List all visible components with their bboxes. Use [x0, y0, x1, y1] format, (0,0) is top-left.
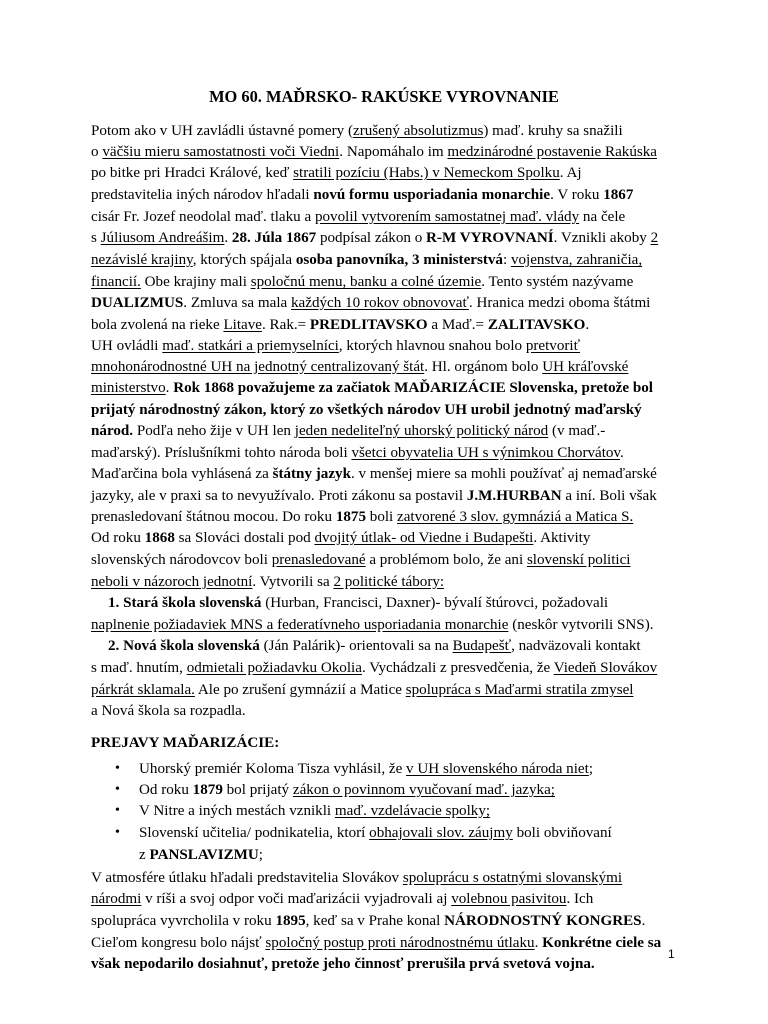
- text-run: a iní. Boli však: [561, 488, 657, 504]
- underlined-text: spoločnú menu, banku a colné územie: [250, 274, 482, 290]
- text-run: bol prijatý: [222, 782, 293, 798]
- text-run: , ktorých spájala: [192, 252, 296, 268]
- text-run: jazyky, ale v praxi sa to nevyužívalo. Proti zákonu sa postavil: [91, 488, 467, 504]
- underlined-text: naplnenie požiadaviek MNS a federatívneho usporiadania monarchie: [91, 617, 509, 633]
- text-run: s: [91, 230, 101, 246]
- text-run: . Tento systém nazývame: [481, 274, 634, 290]
- text-line: [91, 888, 593, 910]
- text-run: maďarský). Príslušníkmi tohto národa boli: [91, 445, 352, 461]
- text-run: . Aktivity: [533, 530, 591, 546]
- text-line: [91, 356, 628, 378]
- text-line: [91, 485, 657, 507]
- text-line: [91, 335, 580, 357]
- underlined-text: v UH slovenského národa niet: [406, 761, 589, 777]
- underlined-text: spoluprácu s ostatnými slovanskými: [402, 870, 623, 886]
- bold-text: J.M.HURBAN: [466, 488, 562, 504]
- underlined-text: odmietali požiadavku Okolia: [186, 660, 362, 676]
- list-item: [139, 844, 263, 866]
- text-line: [91, 932, 661, 954]
- underlined-text: zatvorené 3 slov. gymnáziá a Matica S.: [397, 509, 634, 525]
- underlined-text: UH kráľovské: [542, 359, 629, 375]
- text-line: [91, 679, 633, 701]
- text-run: . Hl. orgánom bolo: [424, 359, 543, 375]
- underlined-text: všetci obyvatelia UH s výnimkou Chorvátov: [351, 445, 621, 461]
- bold-text: 1868: [144, 530, 175, 546]
- text-line: [91, 271, 633, 293]
- text-run: . V roku: [550, 187, 604, 203]
- list-item: [139, 758, 593, 780]
- text-line: [91, 292, 650, 314]
- bold-text: PREJAVY MAĎARIZÁCIE:: [91, 735, 280, 751]
- text-run: , nadväzovali kontakt: [511, 638, 641, 654]
- text-line: [91, 377, 653, 399]
- underlined-text: Viedeň Slovákov: [553, 660, 658, 676]
- text-run: .: [641, 913, 646, 929]
- text-run: bola zvolená na rieke: [91, 317, 224, 333]
- text-run: Podľa neho žije v UH len: [133, 423, 295, 439]
- bold-text: 1879: [192, 782, 223, 798]
- text-run: boli: [366, 509, 398, 525]
- list-item: [139, 822, 612, 844]
- underlined-text: povolil vytvorením samostatnej maď. vlády: [314, 209, 580, 225]
- underlined-text: párkrát sklamala.: [91, 682, 195, 698]
- text-line: [91, 506, 633, 528]
- underlined-text: stratili pozíciu (Habs.) v Nemeckom Spolku: [293, 165, 560, 181]
- text-run: spolupráca vyvrcholila v roku: [91, 913, 276, 929]
- text-line: [91, 732, 279, 754]
- text-line: [108, 635, 641, 657]
- text-run: Od roku: [91, 530, 145, 546]
- bullet-icon: •: [115, 825, 120, 840]
- text-run: cisár Fr. Jozef neodolal maď. tlaku a: [91, 209, 315, 225]
- bullet-icon: •: [115, 803, 120, 818]
- text-run: . Zmluva sa mala: [183, 295, 291, 311]
- page-number: 1: [668, 947, 675, 961]
- bold-text: štátny jazyk: [272, 466, 351, 482]
- text-line: [91, 120, 623, 142]
- text-run: :: [502, 252, 511, 268]
- text-run: prenasledovaní štátnou mocou. Do roku: [91, 509, 336, 525]
- text-run: V Nitre a iných mestách vznikli: [139, 803, 335, 819]
- text-run: Od roku: [139, 782, 193, 798]
- underlined-text: národmi: [91, 891, 142, 907]
- text-run: . Hranica medzi oboma štátmi: [468, 295, 651, 311]
- bold-text: 1867: [603, 187, 634, 203]
- text-run: predstavitelia iných národov hľadali: [91, 187, 314, 203]
- bold-text: 1. Stará škola slovenská: [108, 595, 262, 611]
- bold-text: osoba panovníka, 3 ministerstvá: [295, 252, 503, 268]
- text-line: [91, 527, 590, 549]
- text-line: [91, 953, 595, 975]
- underlined-text: ministerstvo: [91, 380, 166, 396]
- text-line: [91, 442, 624, 464]
- bold-text: 28. Júla 1867: [231, 230, 317, 246]
- text-run: s maď. hnutím,: [91, 660, 187, 676]
- text-line: [91, 162, 582, 184]
- text-run: Ale po zrušení gymnázií a Matice: [194, 682, 406, 698]
- text-line: [91, 206, 625, 228]
- underlined-text: väčšiu mieru samostatnosti voči Viedni: [102, 144, 340, 160]
- bold-text: DUALIZMUS: [91, 295, 184, 311]
- text-line: [91, 249, 642, 271]
- text-line: [91, 910, 645, 932]
- bold-text: NÁRODNOSTNÝ KONGRES: [444, 913, 642, 929]
- text-run: v ríši a svoj odpor voči maďarizácii vyjadrovali aj: [141, 891, 452, 907]
- underlined-text: medzinárodné postavenie Rakúska: [447, 144, 657, 160]
- text-run: z: [139, 847, 150, 863]
- list-item: [139, 779, 555, 801]
- text-run: sa Slováci dostali pod: [174, 530, 315, 546]
- underlined-text: Júliusom Andreášim: [100, 230, 225, 246]
- text-run: ;: [258, 847, 263, 863]
- underlined-text: maď. vzdelávacie spolky;: [334, 803, 491, 819]
- text-run: .: [620, 445, 624, 461]
- text-run: ) maď. kruhy sa snažili: [483, 123, 623, 139]
- underlined-text: dvojitý útlak- od Viedne i Budapešti: [314, 530, 534, 546]
- bold-text: 1875: [335, 509, 366, 525]
- text-run: (Hurban, Francisci, Daxner)- bývalí štúrovci, požadovali: [261, 595, 609, 611]
- text-run: o: [91, 144, 103, 160]
- text-run: . Rak.=: [262, 317, 310, 333]
- text-run: . Napomáhalo im: [339, 144, 448, 160]
- bullet-icon: •: [115, 761, 120, 776]
- underlined-text: jeden nedeliteľný uhorský politický národ: [294, 423, 549, 439]
- underlined-text: spoločný postup proti národnostnému útlaku: [265, 935, 535, 951]
- text-run: Uhorský premiér Koloma Tisza vyhlásil, že: [139, 761, 407, 777]
- text-run: . Vytvorili sa: [252, 574, 334, 590]
- bold-text: prijatý národnostný zákon, ktorý zo všetkých národov UH urobil jednotný maďarský: [91, 402, 642, 418]
- underlined-text: každých 10 rokov obnovovať: [291, 295, 469, 311]
- text-line: [91, 399, 642, 421]
- underlined-text: 2: [650, 230, 659, 246]
- list-item: [139, 800, 490, 822]
- bold-text: R-M VYROVNANÍ: [426, 230, 554, 246]
- text-run: boli obviňovaní: [512, 825, 612, 841]
- bold-text: Rok 1868 považujeme za začiatok MAĎARIZÁCIE Slovenska, pretože bol: [173, 380, 653, 396]
- text-run: . Vychádzali z presvedčenia, že: [361, 660, 554, 676]
- text-run: po bitke pri Hradci Králové, keď: [91, 165, 294, 181]
- text-run: , keď sa v Prahe konal: [305, 913, 445, 929]
- underlined-text: volebnou pasivitou: [451, 891, 567, 907]
- underlined-text: Litave: [223, 317, 262, 333]
- text-run: podpísal zákon o: [316, 230, 427, 246]
- underlined-text: mnohonárodnostné UH na jednotný centralizovaný štát: [91, 359, 425, 375]
- text-run: .: [534, 935, 543, 951]
- text-line: [91, 463, 657, 485]
- text-run: . Vznikli akoby: [553, 230, 651, 246]
- text-run: slovenských národovcov boli: [91, 552, 272, 568]
- text-run: .: [585, 317, 590, 333]
- bold-text: 2. Nová škola slovenská: [108, 638, 260, 654]
- text-line: [108, 592, 608, 614]
- text-run: Cieľom kongresu bolo nájsť: [91, 935, 266, 951]
- text-line: [91, 420, 605, 442]
- underlined-text: prenasledované: [271, 552, 366, 568]
- text-run: a Maď.=: [427, 317, 488, 333]
- text-run: Potom ako v UH zavládli ústavné pomery (: [91, 123, 353, 139]
- underlined-text: obhajovali slov. záujmy: [369, 825, 513, 841]
- text-run: UH ovládli: [91, 338, 163, 354]
- text-run: Maďarčina bola vyhlásená za: [91, 466, 273, 482]
- underlined-text: neboli v názoroch jednotní: [91, 574, 253, 590]
- underlined-text: zrušený absolutizmus: [353, 123, 484, 139]
- underlined-text: zákon o povinnom vyučovaní maď. jazyka;: [292, 782, 555, 798]
- text-run: Slovenskí učitelia/ podnikatelia, ktorí: [139, 825, 370, 841]
- text-line: [91, 700, 246, 722]
- text-line: [91, 227, 658, 249]
- text-line: [91, 657, 657, 679]
- text-run: .: [224, 230, 232, 246]
- underlined-text: Budapešť: [452, 638, 512, 654]
- text-run: a Nová škola sa rozpadla.: [91, 703, 246, 719]
- text-line: [91, 184, 633, 206]
- text-run: . Ich: [566, 891, 594, 907]
- bold-text: PREDLITAVSKO: [309, 317, 428, 333]
- text-run: . Aj: [559, 165, 582, 181]
- text-run: a problémom bolo, že ani: [365, 552, 527, 568]
- bullet-icon: •: [115, 782, 120, 797]
- underlined-text: 2 politické tábory:: [333, 574, 445, 590]
- underlined-text: financií.: [91, 274, 141, 290]
- underlined-text: pretvoriť: [525, 338, 581, 354]
- text-run: (v maď.-: [548, 423, 606, 439]
- page-title: MO 60. MAĎRSKO- RAKÚSKE VYROVNANIE: [209, 87, 559, 106]
- bold-text: PANSLAVIZMU: [149, 847, 259, 863]
- bold-text: národ.: [91, 423, 134, 439]
- bold-text: Konkrétne ciele sa: [542, 935, 662, 951]
- text-line: [91, 314, 589, 336]
- text-run: Obe krajiny mali: [140, 274, 251, 290]
- bold-text: novú formu usporiadania monarchie: [313, 187, 551, 203]
- underlined-text: slovenskí politici: [526, 552, 631, 568]
- text-line: [91, 867, 622, 889]
- text-run: na čele: [579, 209, 626, 225]
- text-line: [91, 614, 654, 636]
- underlined-text: vojenstva, zahraničia,: [510, 252, 643, 268]
- text-run: .: [165, 380, 174, 396]
- text-line: [91, 571, 444, 593]
- text-run: . v menšej miere sa mohli používať aj nemaďarské: [350, 466, 657, 482]
- bold-text: však nepodarilo dosiahnuť, pretože jeho činnosť prerušila prvá svetová vojna.: [91, 956, 595, 972]
- underlined-text: spolupráca s Maďarmi stratila zmysel: [405, 682, 634, 698]
- text-run: , ktorých hlavnou snahou bolo: [338, 338, 526, 354]
- text-run: ;: [588, 761, 594, 777]
- text-run: (Ján Palárik)- orientovali sa na: [259, 638, 453, 654]
- underlined-text: maď. statkári a priemyselníci: [162, 338, 339, 354]
- underlined-text: nezávislé krajiny: [91, 252, 193, 268]
- text-run: (neskôr vytvorili SNS).: [508, 617, 654, 633]
- bold-text: 1895: [275, 913, 306, 929]
- text-run: V atmosfére útlaku hľadali predstavitelia Slovákov: [91, 870, 403, 886]
- text-line: [91, 141, 657, 163]
- bold-text: ZALITAVSKO: [487, 317, 586, 333]
- text-line: [91, 549, 631, 571]
